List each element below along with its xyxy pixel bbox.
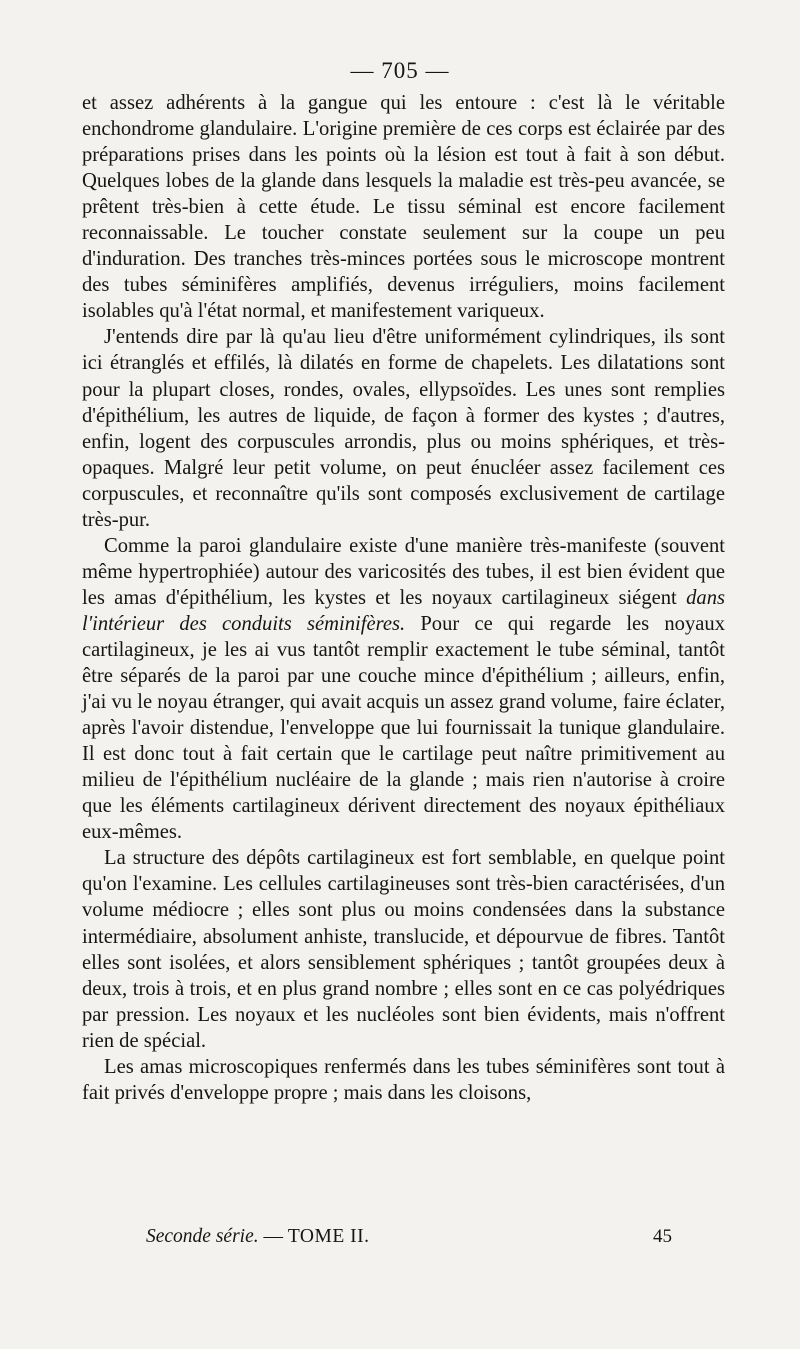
footer-dash: — <box>258 1226 288 1247</box>
page-footer <box>146 1226 672 1248</box>
paragraph-3 <box>82 533 725 846</box>
paragraph-2: J'entends dire par là qu'au lieu d'être uniformément cylindriques, ils sont ici étranglés et effilés, là dilatés en forme de chapelets. Les dilatations sont pour la plupart closes, rondes, ovales, ellypsoïdes. Les unes sont remplies d'épithélium, les autres de liquide, de façon à former des kystes ; d'autres, enfin, logent des corpuscules arrondis, plus ou moins sphériques, et très-opaques. Malgré leur petit volume, on peut énucléer assez facilement ces corpuscules, et reconnaître qu'ils sont composés exclusivement de cartilage très-pur. <box>82 326 725 531</box>
page-number: — 705 — <box>350 58 450 83</box>
paragraph-3-italic: dans l'intérieur des conduits séminifères. <box>82 586 725 635</box>
paragraph-3-end: Pour ce qui regarde les noyaux cartilagineux, je les ai vus tantôt remplir exactement le tube séminal, tantôt être séparés de la paroi par une couche mince d'épithélium ; ailleurs, enfin, j'ai vu le noyau étranger, qui avait acquis un assez grand volume, faire éclater, après l'avoir distendue, l'enveloppe que lui fournissait la tunique glandulaire. Il est donc tout à fait certain que le cartilage peut naître primitivement au milieu de l'épithélium nucléaire de la glande ; mais rien n'autorise à croire que les éléments cartilagineux dérivent directement des noyaux épithéliaux eux-mêmes. <box>82 612 726 844</box>
paragraph-3-start: Comme la paroi glandulaire existe d'une manière très-manifeste (souvent même hypertrophiée) autour des varicosités des tubes, il est bien évident que les amas d'épithélium, les kystes et les noyaux cartilagineux siégent <box>82 534 725 609</box>
paragraph-4: La structure des dépôts cartilagineux est fort semblable, en quelque point qu'on l'examine. Les cellules cartilagineuses sont très-bien caractérisées, d'un volume médiocre ; elles sont plus ou moins condensées dans la substance intermédiaire, absolument anhiste, translucide, et dépourvue de fibres. Tantôt elles sont isolées, et alors sensiblement sphériques ; tantôt groupées deux à deux, trois à trois, et en plus grand nombre ; elles sont en ce cas polyédriques par pression. Les noyaux et les nucléoles sont bien évidents, mais n'offrent rien de spécial. <box>82 847 725 1052</box>
footer-tome: TOME II. <box>287 1226 370 1247</box>
body-text <box>82 90 725 1106</box>
footer-sheet-number: 45 <box>653 1226 672 1247</box>
footer-series: Seconde série. <box>146 1226 259 1247</box>
paragraph-5: Les amas microscopiques renfermés dans les tubes séminifères sont tout à fait privés d'enveloppe propre ; mais dans les cloisons, <box>82 1055 725 1104</box>
paragraph-1: et assez adhérents à la gangue qui les entoure : c'est là le véritable enchondrome glandulaire. L'origine première de ces corps est éclairée par des préparations prises dans les points où la lésion est tout à fait à son début. Quelques lobes de la glande dans lesquels la maladie est très-peu avancée, se prêtent très-bien à cette étude. Le tissu séminal est encore facilement reconnaissable. Le toucher constate seulement sur la coupe un peu d'induration. Des tranches très-minces portées sous le microscope montrent des tubes séminifères amplifiés, devenus irréguliers, moins facilement isolables qu'à l'état normal, et manifestement variqueux. <box>82 92 725 323</box>
